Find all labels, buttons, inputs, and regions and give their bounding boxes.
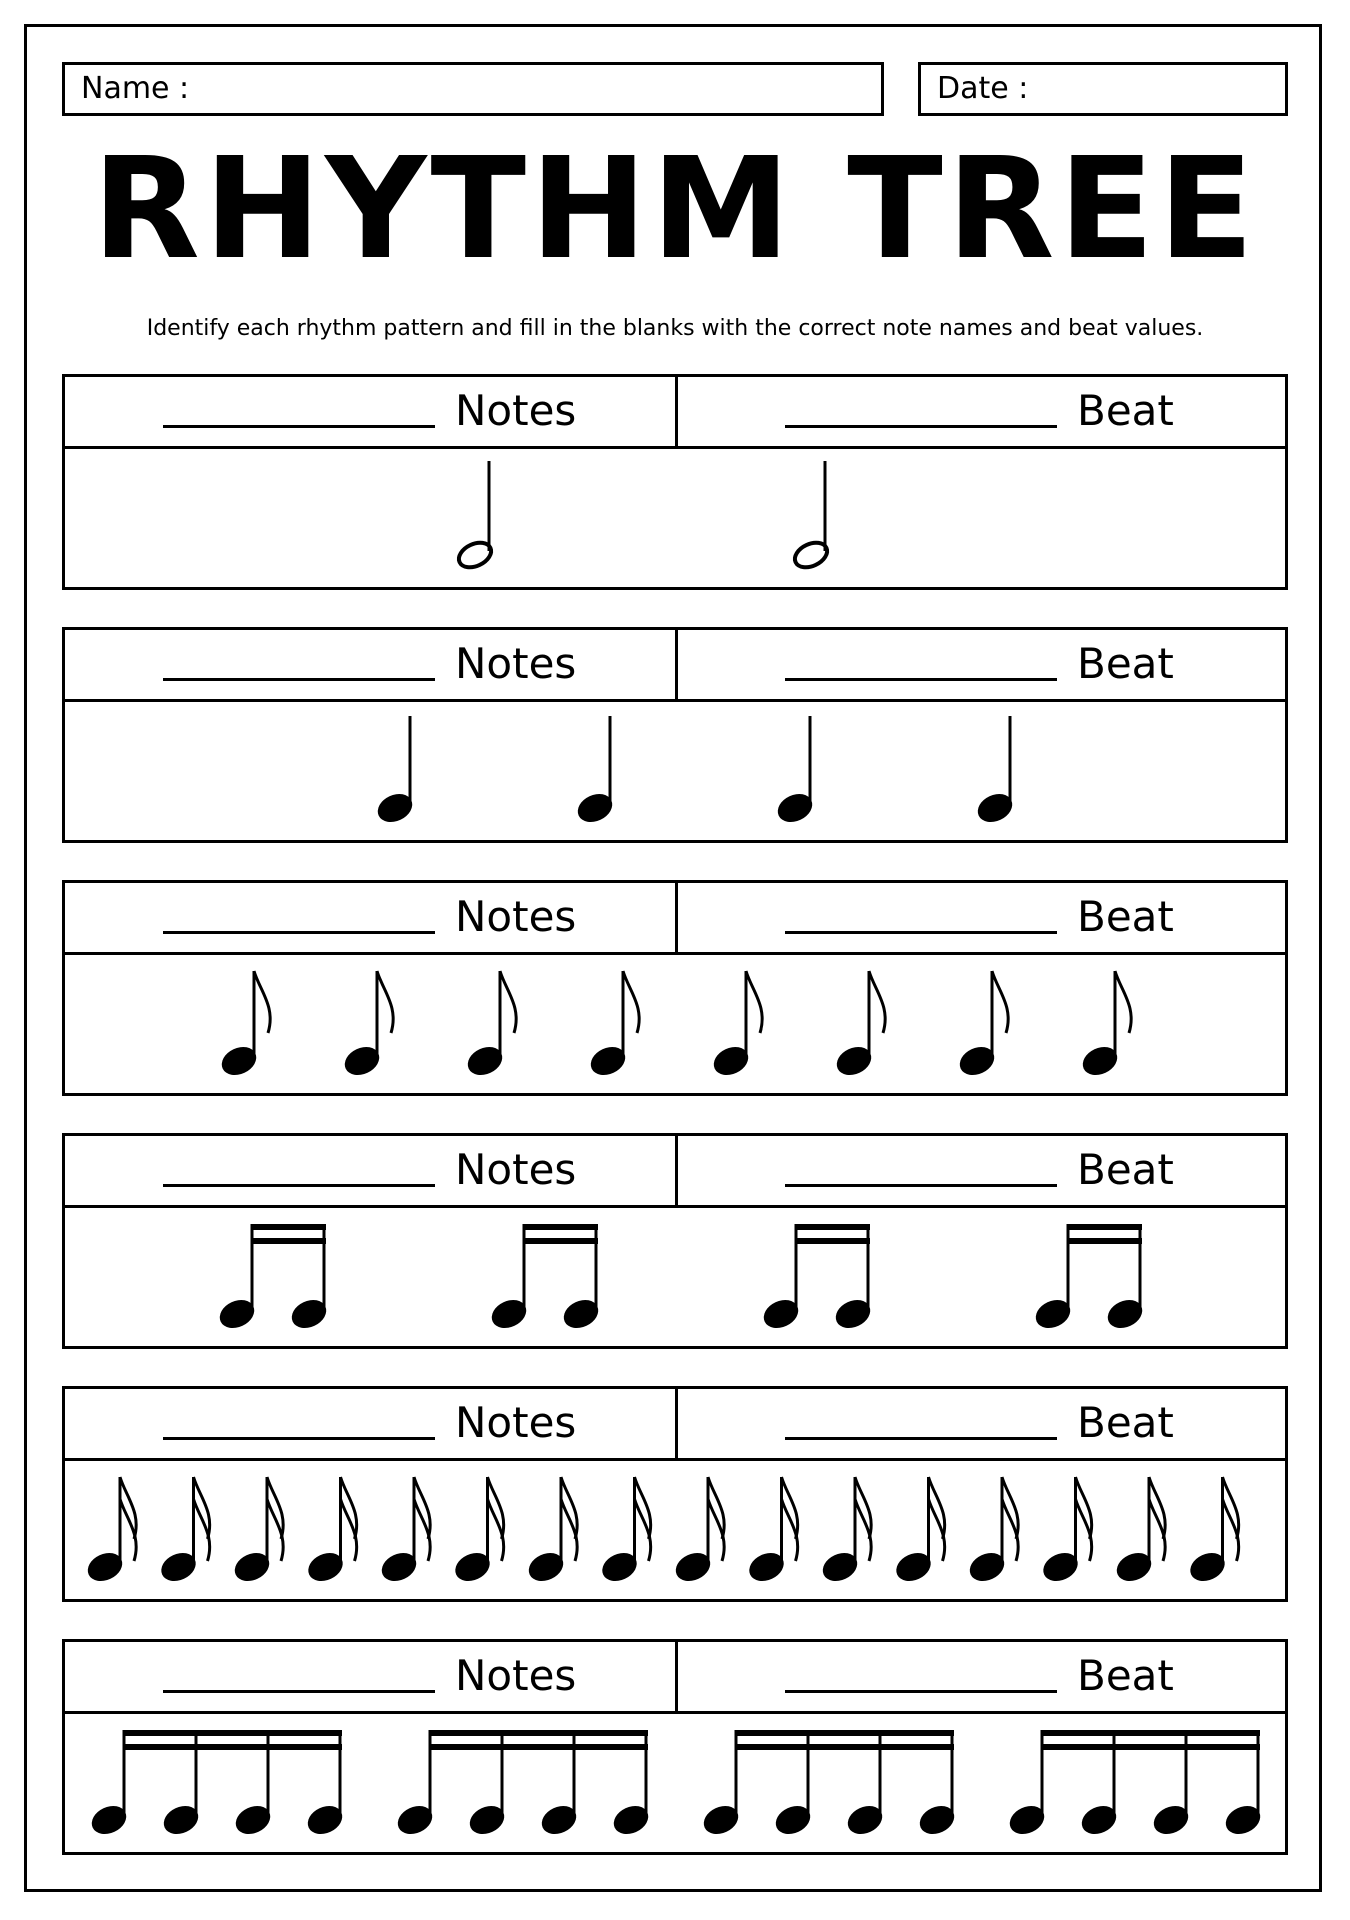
- quarter-note-icon: [973, 716, 1017, 827]
- header-divider: [675, 377, 678, 449]
- beat-label: Beat: [1077, 639, 1174, 688]
- notes-label: Notes: [455, 1651, 577, 1700]
- rhythm-notes-graphic: [65, 449, 1285, 587]
- quarter-note-icon: [773, 716, 817, 827]
- rhythm-notes-graphic: [65, 955, 1285, 1093]
- instructions-text: Identify each rhythm pattern and fill in the blanks with the correct note names and beat values.: [146, 316, 1204, 341]
- name-field[interactable]: [62, 62, 884, 116]
- rhythm-notes-graphic: [65, 702, 1285, 840]
- notes-answer-blank[interactable]: [163, 931, 435, 934]
- eighth-note-icon: [586, 971, 639, 1080]
- notes-area: [65, 702, 1285, 840]
- beamed-sixteenth-notes-icon: [215, 1224, 331, 1333]
- notes-answer-blank[interactable]: [163, 1437, 435, 1440]
- notes-label: Notes: [455, 892, 577, 941]
- sixteenth-note-icon: [451, 1477, 504, 1586]
- section-header: [65, 1642, 1285, 1714]
- notes-label: Notes: [455, 1398, 577, 1447]
- quarter-note-icon: [373, 716, 417, 827]
- header-divider: [675, 630, 678, 702]
- rhythm-notes-graphic: [65, 1714, 1285, 1852]
- rhythm-notes-graphic: [65, 1461, 1285, 1599]
- rhythm-section: [62, 1639, 1288, 1855]
- sixteenth-note-icon: [377, 1477, 430, 1586]
- beat-label: Beat: [1077, 1398, 1174, 1447]
- beat-label: Beat: [1077, 1651, 1174, 1700]
- section-header: [65, 883, 1285, 955]
- sixteenth-note-icon: [1039, 1477, 1092, 1586]
- quarter-note-icon: [573, 716, 617, 827]
- sixteenth-note-icon: [892, 1477, 945, 1586]
- sixteenth-note-icon: [230, 1477, 283, 1586]
- beamed-sixteenth-group-icon: [393, 1730, 653, 1839]
- sixteenth-note-icon: [818, 1477, 871, 1586]
- rhythm-section: [62, 1133, 1288, 1349]
- beat-answer-blank[interactable]: [785, 1437, 1057, 1440]
- notes-label: Notes: [455, 639, 577, 688]
- notes-answer-blank[interactable]: [163, 425, 435, 428]
- half-note-icon: [455, 461, 495, 572]
- sixteenth-note-icon: [1112, 1477, 1165, 1586]
- beat-answer-blank[interactable]: [785, 425, 1057, 428]
- notes-answer-blank[interactable]: [163, 678, 435, 681]
- beamed-sixteenth-group-icon: [87, 1730, 347, 1839]
- half-note-icon: [791, 461, 831, 572]
- page-title: RHYTHM TREE: [92, 128, 1258, 291]
- header-divider: [675, 1389, 678, 1461]
- beat-answer-blank[interactable]: [785, 931, 1057, 934]
- header-divider: [675, 883, 678, 955]
- header-divider: [675, 1642, 678, 1714]
- eighth-note-icon: [955, 971, 1008, 1080]
- sixteenth-note-icon: [965, 1477, 1018, 1586]
- name-label: Name :: [81, 71, 190, 106]
- notes-label: Notes: [455, 386, 577, 435]
- date-label: Date :: [937, 71, 1029, 106]
- header-divider: [675, 1136, 678, 1208]
- section-header: [65, 1136, 1285, 1208]
- sixteenth-note-icon: [304, 1477, 357, 1586]
- sixteenth-note-icon: [83, 1477, 136, 1586]
- beamed-sixteenth-notes-icon: [487, 1224, 603, 1333]
- sixteenth-note-icon: [745, 1477, 798, 1586]
- sixteenth-note-icon: [598, 1477, 651, 1586]
- eighth-note-icon: [217, 971, 270, 1080]
- beamed-sixteenth-notes-icon: [1031, 1224, 1147, 1333]
- date-field[interactable]: [918, 62, 1288, 116]
- sixteenth-note-icon: [524, 1477, 577, 1586]
- eighth-note-icon: [340, 971, 393, 1080]
- sixteenth-note-icon: [1186, 1477, 1239, 1586]
- eighth-note-icon: [463, 971, 516, 1080]
- beat-label: Beat: [1077, 1145, 1174, 1194]
- notes-answer-blank[interactable]: [163, 1184, 435, 1187]
- notes-area: [65, 1714, 1285, 1852]
- rhythm-section: [62, 374, 1288, 590]
- rhythm-section: [62, 627, 1288, 843]
- rhythm-section: [62, 880, 1288, 1096]
- eighth-note-icon: [709, 971, 762, 1080]
- eighth-note-icon: [832, 971, 885, 1080]
- sixteenth-note-icon: [671, 1477, 724, 1586]
- beat-answer-blank[interactable]: [785, 1184, 1057, 1187]
- beamed-sixteenth-group-icon: [1005, 1730, 1265, 1839]
- notes-area: [65, 1208, 1285, 1346]
- beamed-sixteenth-group-icon: [699, 1730, 959, 1839]
- beamed-sixteenth-notes-icon: [759, 1224, 875, 1333]
- sixteenth-note-icon: [157, 1477, 210, 1586]
- section-header: [65, 377, 1285, 449]
- beat-label: Beat: [1077, 386, 1174, 435]
- section-header: [65, 1389, 1285, 1461]
- notes-label: Notes: [455, 1145, 577, 1194]
- rhythm-section: [62, 1386, 1288, 1602]
- notes-area: [65, 955, 1285, 1093]
- beat-answer-blank[interactable]: [785, 1690, 1057, 1693]
- rhythm-notes-graphic: [65, 1208, 1285, 1346]
- beat-answer-blank[interactable]: [785, 678, 1057, 681]
- beat-label: Beat: [1077, 892, 1174, 941]
- eighth-note-icon: [1078, 971, 1131, 1080]
- notes-answer-blank[interactable]: [163, 1690, 435, 1693]
- section-header: [65, 630, 1285, 702]
- notes-area: [65, 449, 1285, 587]
- notes-area: [65, 1461, 1285, 1599]
